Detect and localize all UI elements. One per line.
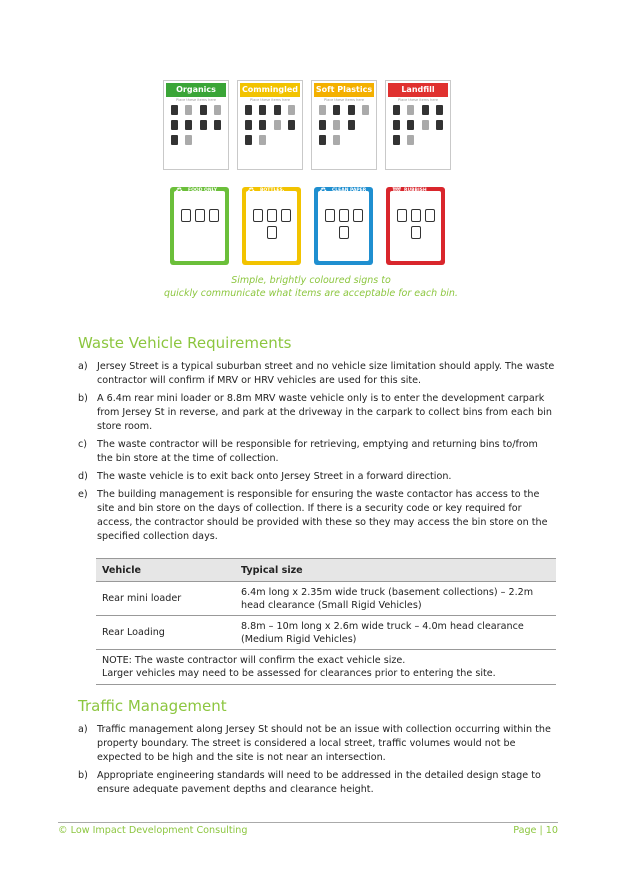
- table-row: [96, 582, 556, 616]
- list-item: [78, 438, 556, 466]
- traffic-management-list: [78, 723, 556, 801]
- signs-caption: [0, 274, 622, 300]
- list-marker: b): [78, 770, 88, 781]
- list-marker: c): [78, 439, 88, 450]
- recycle-icon: ♻: [175, 187, 184, 197]
- list-item: [78, 723, 556, 765]
- sign-subtitle: Place these items here: [176, 98, 216, 102]
- section-heading-waste-vehicle: Waste Vehicle Requirements: [78, 334, 292, 352]
- column-header-typical-size: Typical size: [235, 559, 556, 582]
- rubbish-icons: [390, 205, 441, 243]
- clean-paper-cardboard-sticker: [314, 187, 373, 265]
- sign-item-icons: [312, 102, 376, 150]
- list-item: [78, 392, 556, 434]
- bin-lid-stickers: [170, 187, 445, 265]
- bin-signs-posters: [163, 80, 451, 170]
- list-text: The waste contractor will be responsible for retrieving, emptying and returning bins to/from the bin store at the time of collection.: [97, 439, 538, 464]
- list-text: A 6.4m rear mini loader or 8.8m MRV waste vehicle only is to enter the development carpark from Jersey St in reverse, and park at the driveway in the carpark to collect bins from each bin store room.: [97, 393, 553, 432]
- list-text: The waste vehicle is to exit back onto Jersey Street in a forward direction.: [97, 471, 452, 482]
- list-item: [78, 360, 556, 388]
- sticker-label: BOTTLES, CANS & CARTONS: [260, 188, 285, 205]
- size-cell: 8.8m – 10m long x 2.6m wide truck – 4.0m head clearance (Medium Rigid Vehicles): [235, 616, 556, 650]
- bottles-cans-cartons-sticker: [242, 187, 301, 265]
- sticker-label: FOOD ONLY: [188, 188, 218, 193]
- note-line-1: NOTE: The waste contractor will confirm the exact vehicle size.: [102, 655, 406, 666]
- column-header-vehicle: Vehicle: [96, 559, 235, 582]
- rubbish-sticker: [386, 187, 445, 265]
- sign-item-icons: [238, 102, 302, 150]
- caption-line-1: Simple, brightly coloured signs to: [231, 275, 391, 286]
- list-item: [78, 769, 556, 797]
- vehicle-size-table: [96, 558, 556, 685]
- list-marker: d): [78, 471, 88, 482]
- sign-title: Commingled: [240, 83, 300, 97]
- sign-subtitle: Place these items here: [250, 98, 290, 102]
- recycle-icon: ♻: [247, 187, 256, 197]
- list-item: [78, 488, 556, 544]
- food-only-sticker: [170, 187, 229, 265]
- list-marker: a): [78, 724, 88, 735]
- organics-sign: [163, 80, 229, 170]
- table-header-row: [96, 559, 556, 582]
- page-number: Page | 10: [513, 825, 558, 836]
- sign-item-icons: [164, 102, 228, 150]
- vehicle-cell: Rear mini loader: [96, 582, 235, 616]
- soft-plastics-sign: [311, 80, 377, 170]
- size-cell: 6.4m long x 2.35m wide truck (basement collections) – 2.2m head clearance (Small Rigid Vehicles): [235, 582, 556, 616]
- caption-line-2: quickly communicate what items are acceptable for each bin.: [164, 288, 458, 299]
- sign-title: Soft Plastics: [314, 83, 374, 97]
- sign-subtitle: Place these items here: [398, 98, 438, 102]
- bottle-icons: [246, 205, 297, 243]
- landfill-sign: [385, 80, 451, 170]
- footer-copyright: © Low Impact Development Consulting: [58, 825, 248, 836]
- list-item: [78, 470, 556, 484]
- paper-icons: [318, 205, 369, 243]
- sign-title: Landfill: [388, 83, 448, 97]
- note-line-2: Larger vehicles may need to be assessed for clearances prior to entering the site.: [102, 668, 496, 679]
- list-text: The building management is responsible for ensuring the waste contactor has access to the site and bin store on the days of collection. If there is a security code or key required for access, the contractor should be provided with these so they may access the bin store on the specified collection days.: [97, 489, 548, 542]
- list-text: Appropriate engineering standards will need to be addressed in the detailed design stage to ensure adequate pavement depths and clearance height.: [97, 770, 541, 795]
- sign-item-icons: [386, 102, 450, 150]
- page-footer: [58, 822, 558, 836]
- sign-subtitle: Place these items here: [324, 98, 364, 102]
- list-marker: e): [78, 489, 88, 500]
- table-note-row: [96, 650, 556, 685]
- commingled-sign: [237, 80, 303, 170]
- vehicle-cell: Rear Loading: [96, 616, 235, 650]
- sticker-label: RUBBISH: [404, 188, 427, 193]
- list-text: Jersey Street is a typical suburban street and no vehicle size limitation should apply. The waste contractor will confirm if MRV or HRV vehicles are used for this site.: [97, 361, 555, 386]
- sign-title: Organics: [166, 83, 226, 97]
- bin-icon: 🗑: [391, 187, 403, 197]
- section-heading-traffic-management: Traffic Management: [78, 697, 227, 715]
- food-icons: [174, 205, 225, 226]
- sticker-label: CLEAN PAPER & CARDBOARD: [332, 188, 367, 205]
- waste-vehicle-list: [78, 360, 556, 548]
- list-marker: a): [78, 361, 88, 372]
- list-text: Traffic management along Jersey St should not be an issue with collection occurring within the property boundary. The street is considered a local street, traffic volumes would not be expected to be high and the site is not near an intersection.: [97, 724, 551, 763]
- table-row: [96, 616, 556, 650]
- table-note: [96, 650, 556, 685]
- list-marker: b): [78, 393, 88, 404]
- recycle-icon: ♻: [319, 187, 328, 197]
